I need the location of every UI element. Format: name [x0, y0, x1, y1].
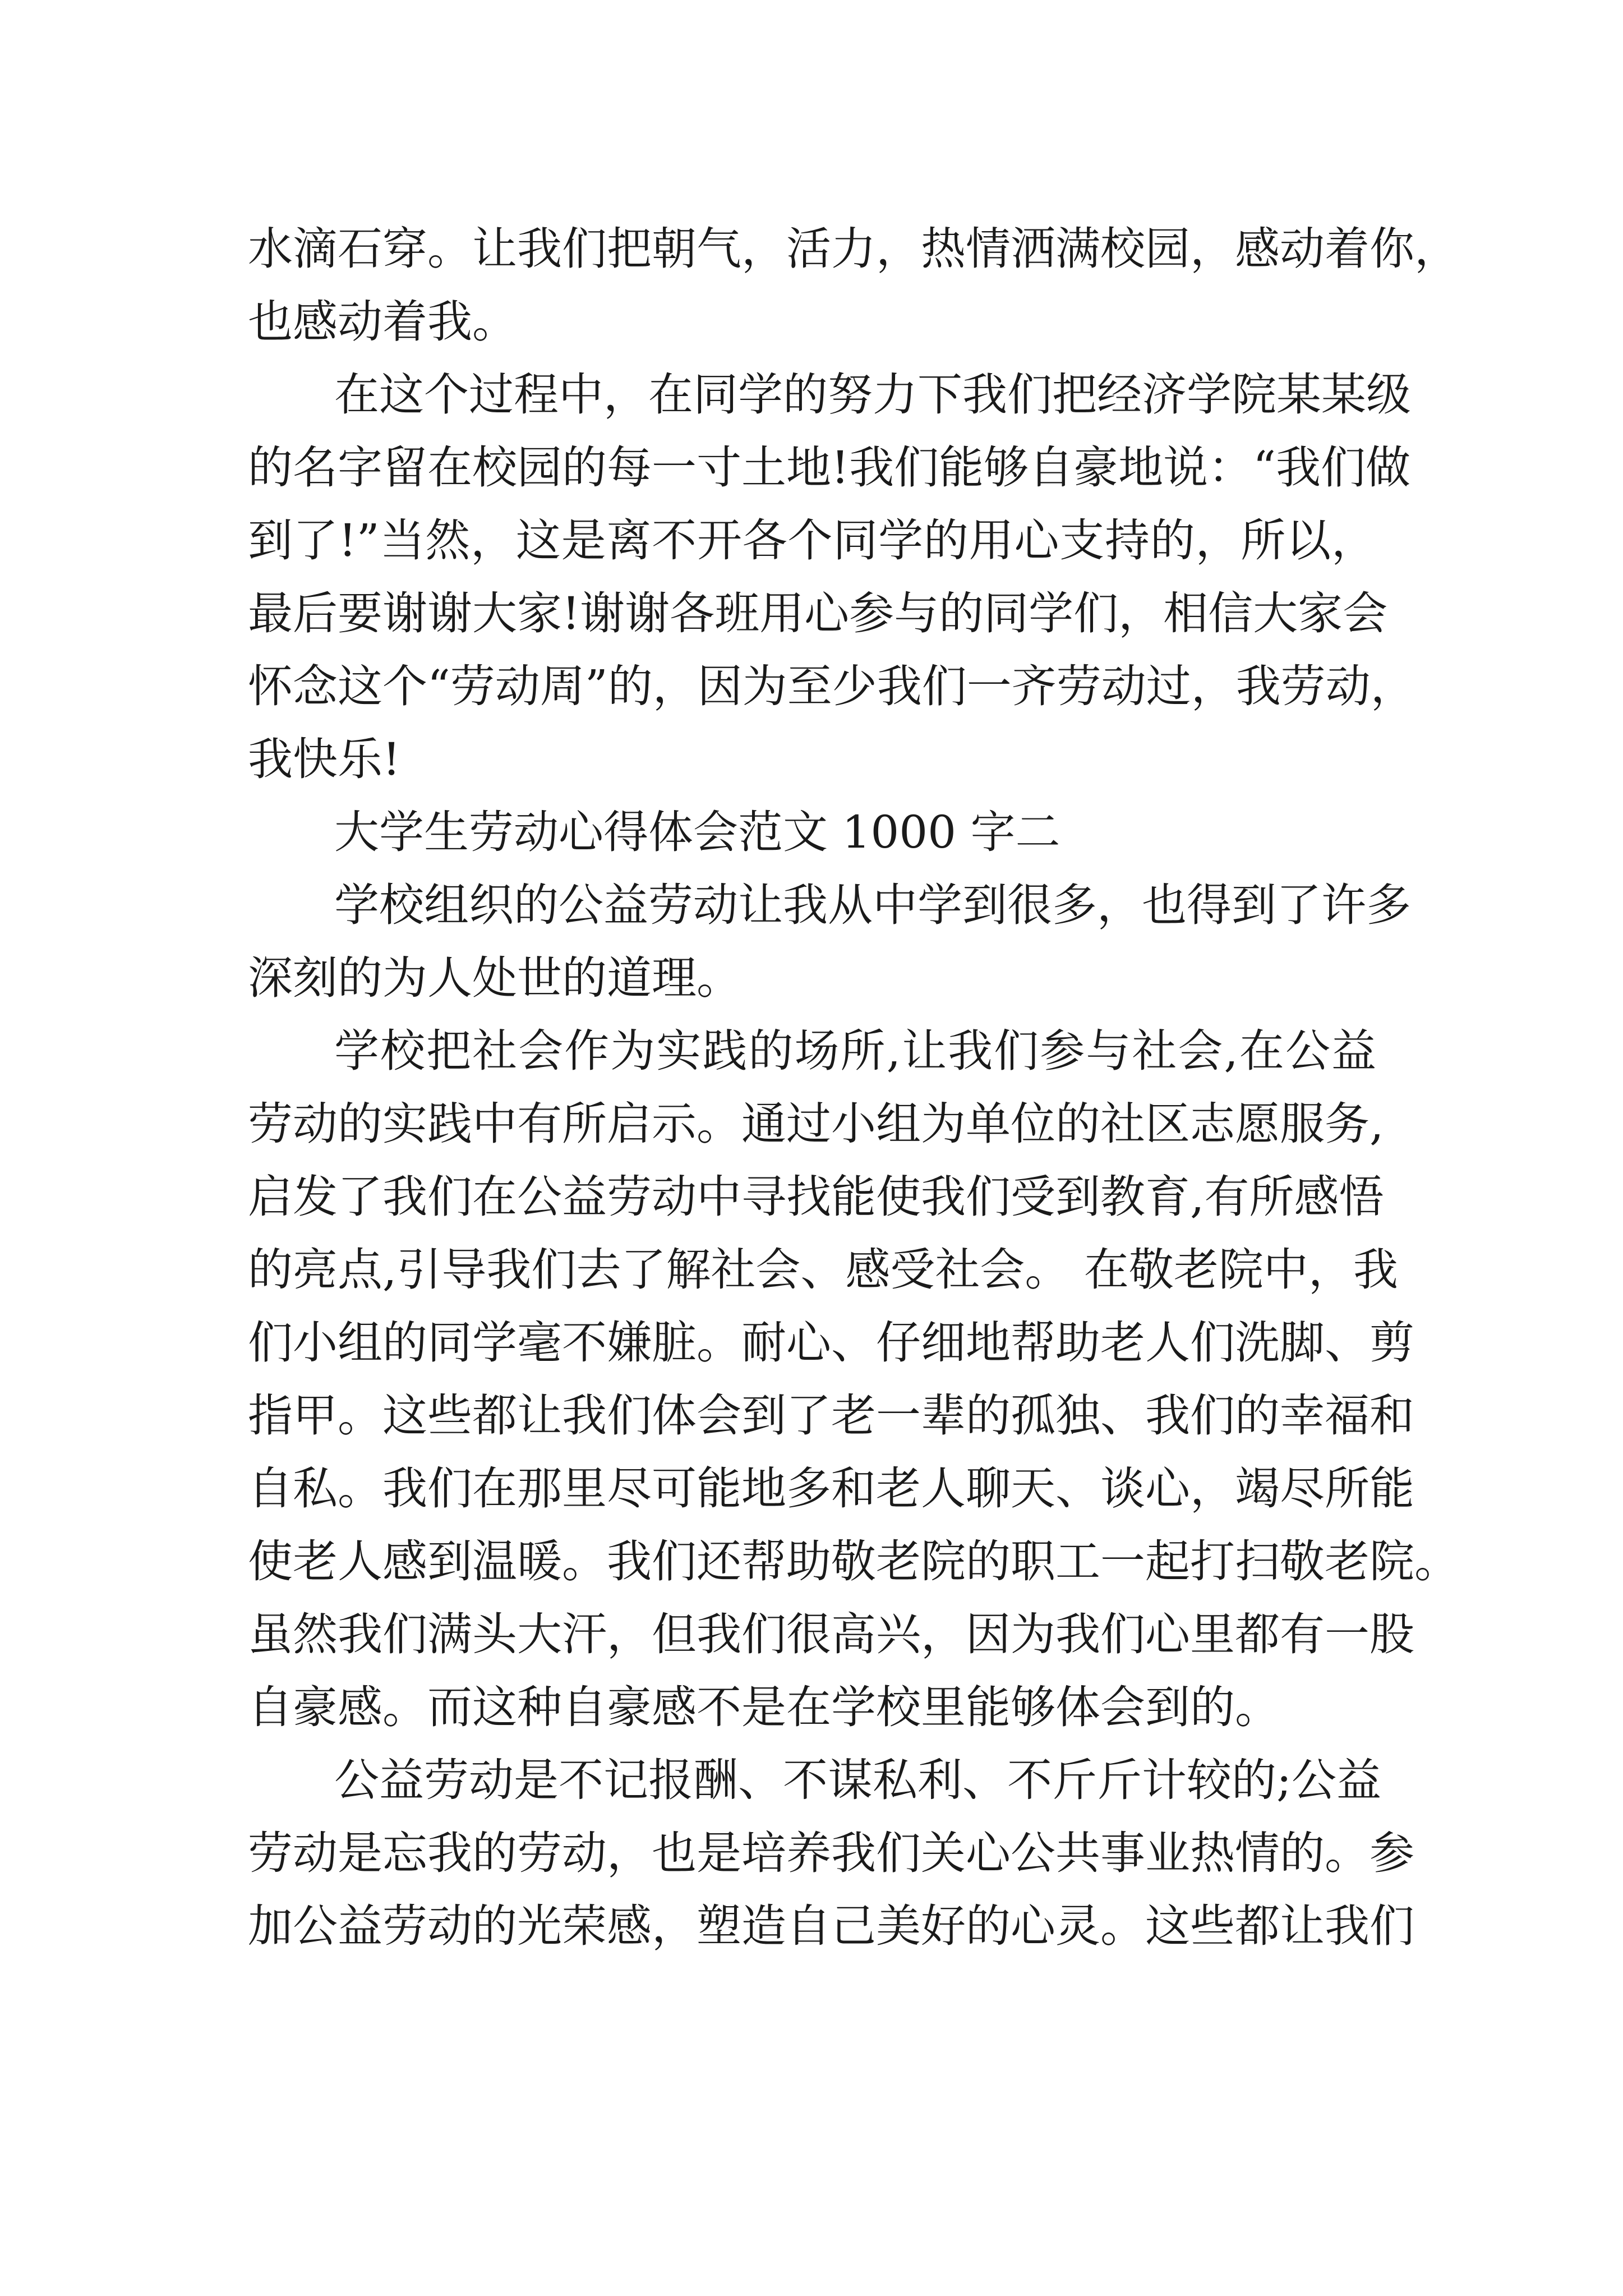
text-line: 学校组织的公益劳动让我从中学到很多，也得到了许多	[334, 879, 1411, 931]
text-line: 们小组的同学毫不嫌脏。耐心、仔细地帮助老人们洗脚、剪	[248, 1317, 1414, 1369]
text-line: 虽然我们满头大汗，但我们很高兴，因为我们心里都有一股	[248, 1608, 1414, 1660]
text-line: 的亮点,引导我们去了解社会、感受社会。 在敬老院中，我	[248, 1244, 1398, 1296]
text-line: 劳动是忘我的劳动，也是培养我们关心公共事业热情的。参	[248, 1827, 1414, 1879]
text-line: 我快乐!	[248, 733, 401, 785]
text-line: 也感动着我。	[248, 296, 517, 348]
text-line: 使老人感到温暖。我们还帮助敬老院的职工一起打扫敬老院。	[248, 1535, 1459, 1588]
text-line: 最后要谢谢大家!谢谢各班用心参与的同学们，相信大家会	[248, 587, 1388, 639]
section-heading: 大学生劳动心得体会范文 1000 字二	[334, 806, 1061, 858]
text-line: 公益劳动是不记报酬、不谋私利、不斤斤计较的;公益	[334, 1754, 1381, 1806]
text-line: 加公益劳动的光荣感，塑造自己美好的心灵。这些都让我们	[248, 1900, 1414, 1952]
text-line: 怀念这个“劳动周”的，因为至少我们一齐劳动过，我劳动，	[248, 660, 1415, 712]
text-line: 水滴石穿。让我们把朝气，活力，热情洒满校园，感动着你，	[248, 223, 1459, 275]
text-line: 自豪感。而这种自豪感不是在学校里能够体会到的。	[248, 1681, 1280, 1733]
text-line: 启发了我们在公益劳动中寻找能使我们受到教育,有所感悟	[248, 1171, 1384, 1223]
text-line: 自私。我们在那里尽可能地多和老人聊天、谈心，竭尽所能	[248, 1462, 1414, 1515]
text-line: 到了!”当然，这是离不开各个同学的用心支持的，所以，	[248, 514, 1376, 567]
text-line: 深刻的为人处世的道理。	[248, 952, 741, 1004]
text-line: 指甲。这些都让我们体会到了老一辈的孤独、我们的幸福和	[248, 1389, 1414, 1442]
text-line: 劳动的实践中有所启示。通过小组为单位的社区志愿服务,	[248, 1098, 1384, 1150]
text-line: 学校把社会作为实践的场所,让我们参与社会,在公益	[334, 1025, 1376, 1077]
text-line: 在这个过程中，在同学的努力下我们把经济学院某某级	[334, 369, 1411, 421]
text-line: 的名字留在校园的每一寸土地!我们能够自豪地说：“我们做	[248, 441, 1411, 494]
